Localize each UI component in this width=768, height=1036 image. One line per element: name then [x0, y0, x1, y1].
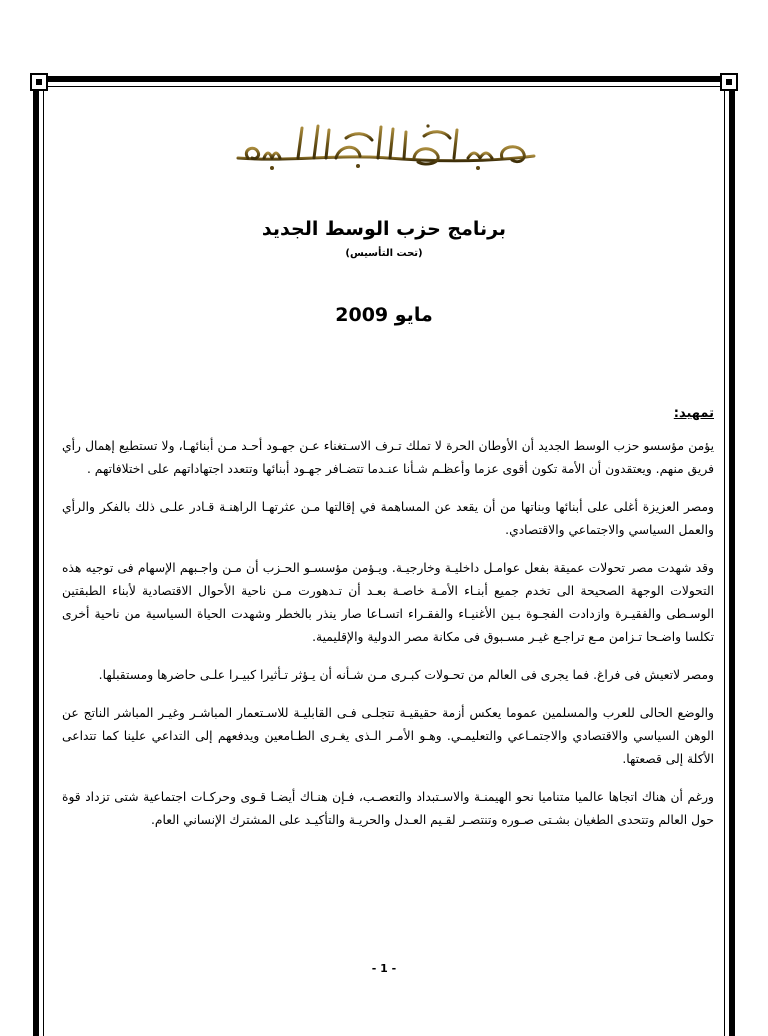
page-number: - 1 - — [371, 962, 397, 975]
paragraph: ومصر العزيزة أغلى على أبنائها وبناتها من أن يقعد عن المساهمة في إقالتها مـن عثرتهـا الراهنـة قـادر علـى ذلك بالفكر والرأي والعمل السياسي والاجتماعي والاقتصادي. — [62, 500, 714, 537]
paragraph: يؤمن مؤسسو حزب الوسط الجديد أن الأوطان الحرة لا تملك تـرف الاسـتغناء عـن جهـود أحـد مـن أبنائهـا، ولا تستطيع إهمال رأي فريق منهم. ويعتقدون أن الأمة تكون أقوى عزما وأعظـم شـأنا عنـدما تتضـافر جهـود أبنائها وتتعدد اجتهاداتهم على اختلافاتهم . — [62, 439, 714, 476]
basmala-calligraphy — [228, 118, 544, 174]
document-subtitle: (تحت التأسيس) — [345, 248, 423, 259]
border-corner-ornament-left — [30, 73, 48, 91]
paragraph: والوضع الحالى للعرب والمسلمين عموما يعكس أزمة حقيقيـة تتجلـى فـى القابليـة للاسـتعمار المباشـر وغيـر المباشر الناتج عن الوهن السياسي والاقتصادي والاجتمـاعي والتعليمـي. وهـو الأمـر الـذى يغـرى الطـامعين ويدفعهم إلى التداعي علينا كما تتداعى الأكلة إلى قصعتها. — [62, 706, 714, 766]
document-date: مايو 2009 — [335, 304, 433, 326]
document-title: برنامج حزب الوسط الجديد — [261, 218, 507, 240]
border-corner-ornament-right — [720, 73, 738, 91]
section-heading: تمهيد: — [673, 406, 714, 421]
document-body — [62, 402, 714, 847]
paragraph: ورغم أن هناك اتجاها عالميا متناميا نحو الهيمنـة والاسـتبداد والتعصـب، فـإن هنـاك أيضـا قـوى وحركـات اجتماعية شتى تزداد قوة حول العالم وتتحدى الطغيان بشـتى صـوره وتنتصـر لقـيم العـدل والحريـة والتأكيـد على المشترك الإنساني العام. — [62, 790, 714, 827]
paragraph: وقد شهدت مصر تحولات عميقة بفعل عوامـل داخليـة وخارجيـة. ويـؤمن مؤسسـو الحـزب أن مـن واجـبهم الإسهام فى توجيه هذه التحولات الوجهة الصحيحة الى تخدم جميع أبنـاء الأمـة خاصـة بعـد أن تـدهورت مـن ناحية الأحوال الاقتصادية لأبناء الطبقتين الوسـطى والفقيـرة وازدادت الفجـوة بـين الأغنيـاء والفقـراء اتسـاعا صار ينذر بالخطر وشهدت الحياة السياسية من ناحية أخرى تكلسا واضـحا تـزامن مـع تراجـع غيـر مسـبوق فى مكانة مصر الدولية والإقليمية. — [62, 561, 714, 644]
paragraph: ومصر لاتعيش فى فراغ. فما يجرى فى العالم من تحـولات كبـرى مـن شـأنه أن يـؤثر تـأثيرا كبيـرا علـى حاضرها ومستقبلها. — [98, 668, 714, 682]
